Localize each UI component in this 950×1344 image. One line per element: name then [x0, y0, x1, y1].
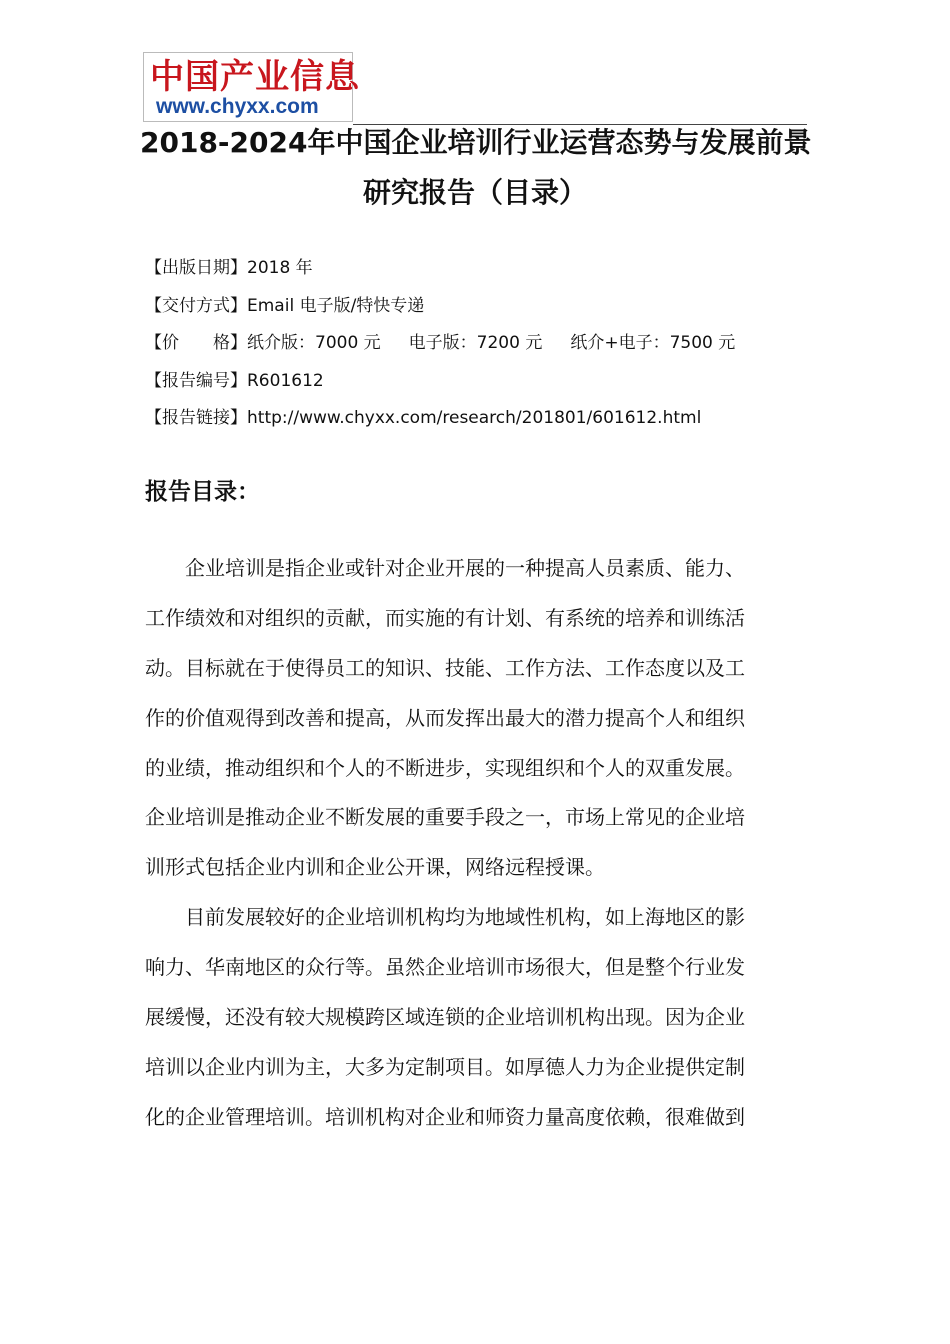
price-combo: 纸介+电子：7500 元 — [570, 333, 736, 353]
section-heading: 报告目录： — [145, 479, 260, 505]
logo-chinese-text: 中国产业信息 — [150, 57, 360, 97]
meta-value: R601612 — [247, 370, 324, 391]
meta-label: 【报告链接】 — [145, 408, 247, 428]
logo-url-text: www.chyxx.com — [156, 95, 319, 118]
body-line: 作的价值观得到改善和提高，从而发挥出最大的潜力提高个人和组织 — [145, 705, 745, 730]
body-line: 动。目标就在于使得员工的知识、技能、工作方法、工作态度以及工 — [145, 655, 745, 680]
meta-value: Email 电子版/特快专递 — [247, 295, 425, 316]
site-logo[interactable] — [143, 52, 360, 122]
price-electronic: 电子版：7200 元 — [408, 333, 543, 353]
body-line: 响力、华南地区的众行等。虽然企业培训市场很大，但是整个行业发 — [145, 955, 745, 980]
body-line: 培训以企业内训为主，大多为定制项目。如厚德人力为企业提供定制 — [145, 1054, 745, 1079]
meta-report-number — [145, 365, 825, 403]
meta-label: 【报告编号】 — [145, 370, 247, 391]
meta-delivery — [145, 290, 825, 328]
body-line: 训形式包括企业内训和企业公开课，网络远程授课。 — [145, 855, 605, 880]
body-line: 展缓慢，还没有较大规模跨区域连锁的企业培训机构出现。因为企业 — [145, 1005, 745, 1030]
body-paragraphs — [145, 544, 817, 1143]
report-meta — [145, 252, 825, 440]
meta-report-link — [145, 402, 825, 440]
report-link[interactable]: http://www.chyxx.com/research/201801/601612.html — [247, 408, 702, 428]
body-line: 目前发展较好的企业培训机构均为地域性机构，如上海地区的影 — [145, 905, 745, 930]
body-line: 工作绩效和对组织的贡献，而实施的有计划、有系统的培养和训练活 — [145, 605, 745, 630]
report-title — [140, 118, 810, 218]
meta-publish-date — [145, 252, 825, 290]
body-line: 企业培训是推动企业不断发展的重要手段之一，市场上常见的企业培 — [145, 805, 745, 830]
body-line: 的业绩，推动组织和个人的不断进步，实现组织和个人的双重发展。 — [145, 755, 745, 780]
meta-price — [145, 327, 825, 365]
meta-label: 【出版日期】 — [145, 258, 247, 278]
report-title-line-2: 研究报告（目录） — [362, 176, 587, 209]
price-paper: 纸介版：7000 元 — [247, 333, 381, 353]
meta-value: 2018 年 — [247, 258, 313, 278]
report-title-line-1: 2018-2024年中国企业培训行业运营态势与发展前景 — [140, 126, 812, 159]
body-line: 化的企业管理培训。培训机构对企业和师资力量高度依赖，很难做到 — [145, 1104, 745, 1129]
meta-label: 【价 格】 — [145, 333, 247, 353]
meta-label: 【交付方式】 — [145, 295, 247, 316]
body-line: 企业培训是指企业或针对企业开展的一种提高人员素质、能力、 — [145, 556, 745, 580]
